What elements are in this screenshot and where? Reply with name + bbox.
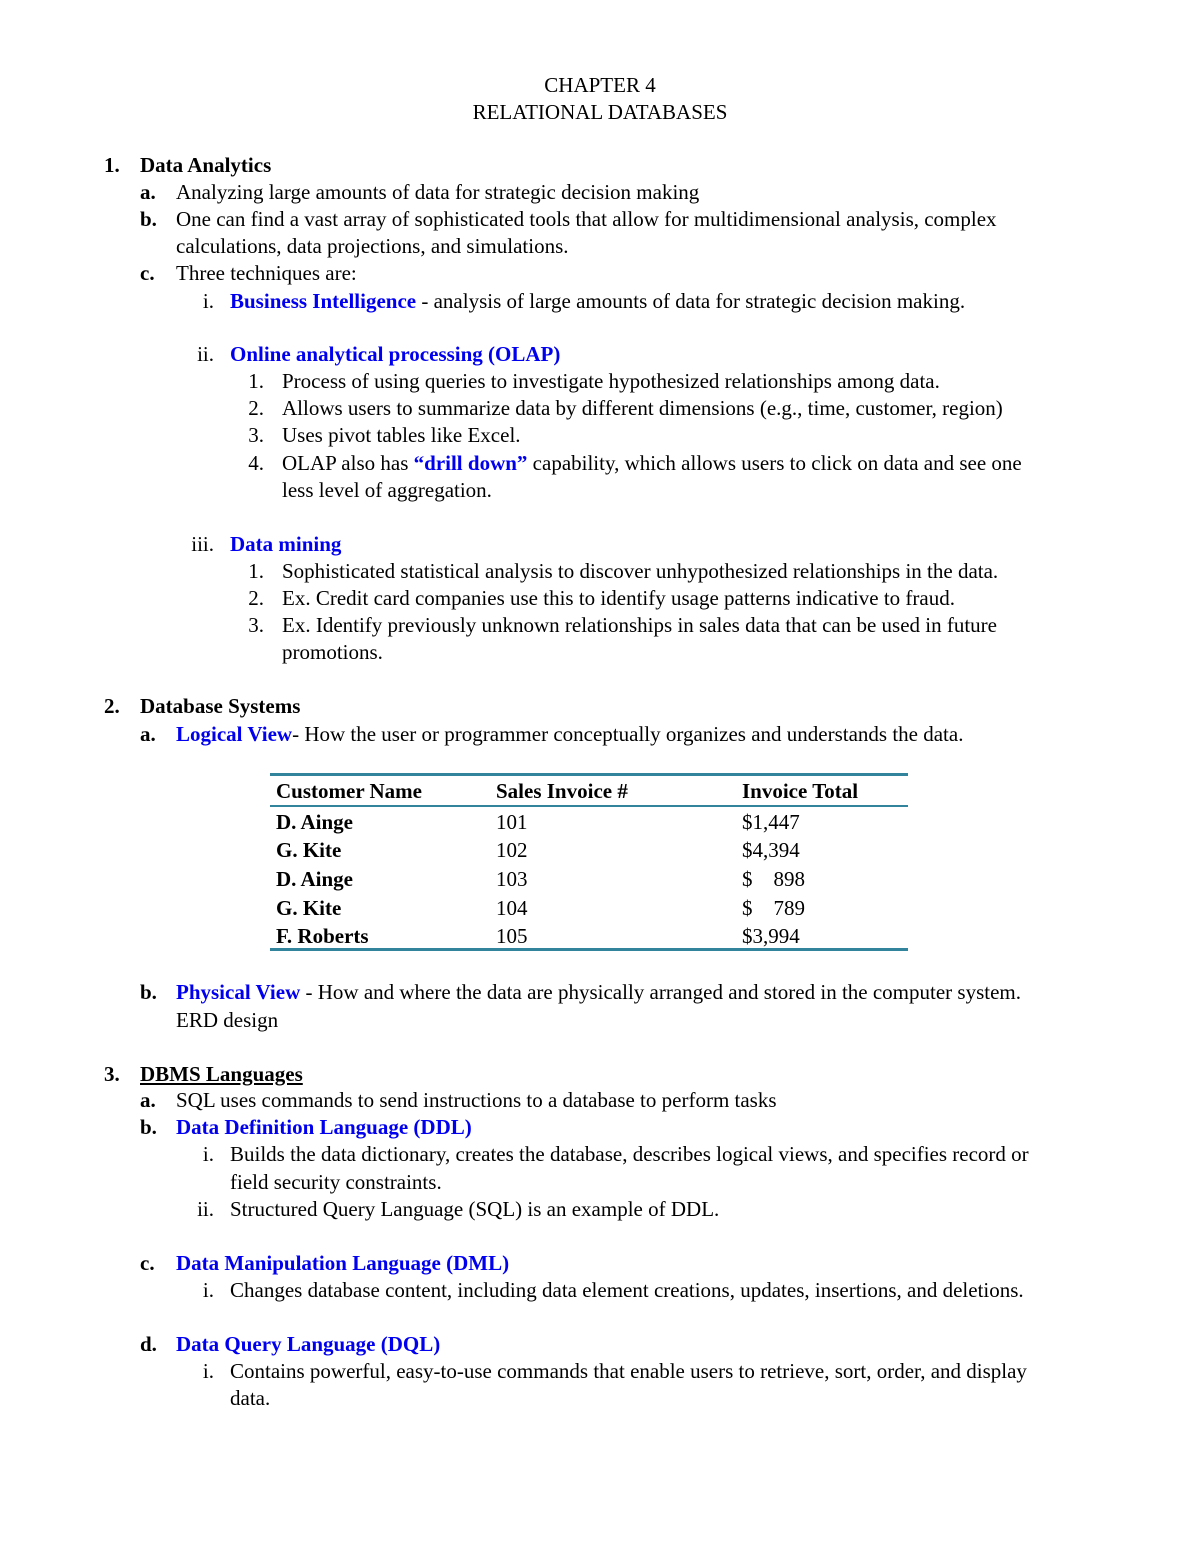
chapter-title: RELATIONAL DATABASES	[472, 100, 728, 124]
list-marker: 1.	[248, 369, 264, 393]
term-business-intelligence: Business Intelligence	[230, 289, 417, 313]
section-1-title: Data Analytics	[140, 153, 272, 177]
list-item-text: Analyzing large amounts of data for strategic decision making	[176, 180, 700, 204]
term-drill-down: “drill down”	[413, 451, 528, 475]
section-3-number: 3.	[104, 1062, 120, 1086]
list-item-text: Allows users to summarize data by different dimensions (e.g., time, customer, region)	[282, 396, 1003, 420]
list-marker: i.	[202, 1278, 214, 1302]
list-marker: c.	[140, 261, 155, 285]
list-item-text: SQL uses commands to send instructions to a database to perform tasks	[176, 1088, 777, 1112]
list-item-text: OLAP also has “drill down” capability, which allows users to click on data and see one	[282, 451, 1022, 475]
list-marker: 2.	[248, 396, 264, 420]
list-marker: c.	[140, 1251, 155, 1275]
list-item-text: Ex. Identify previously unknown relationships in sales data that can be used in future	[282, 613, 997, 637]
section-2-title: Database Systems	[140, 694, 301, 718]
document-page: CHAPTER 4 RELATIONAL DATABASES 1. Data Analytics a. Analyzing large amounts of data for strategic decision making b. One can find a vast array of sophisticated tools that allow for multidimensional analysis, complex calculations, data projections, and simulations. c. Three techniques are: i. Business Intelligence - analysis of large amounts of data for strategic decision making. ii. Online analytical processing (OLAP) 1. Process of using queries to investigate hypothesized relationships among data. 2. Allows users to summarize data by different dimensions (e.g., time, customer, region) 3. Uses pivot tables like Excel. 4. OLAP also has “drill down” capability, which allows users to click on data and see one less level of aggregation. iii. Data mining 1. Sophisticated statistical analysis to discover unhypothesized relationships in the data. 2. Ex. Credit card companies use this to identify usage patterns indicative to fraud. 3. Ex. Identify previously unknown relationships in sales data that can be used in future promotions. 2. Database Systems a. Logical View- How the user or programmer conceptually organizes and understands the data. Customer Name Sales Invoice # Invoice Total D. Ainge 101 $1,447 G. Kite 102 $4,394 D. Ainge 103 $ 898 G. Kite 104 $ 789 F. Roberts 105 $3,994 b. Physical View - How and where the data are physically arranged and stored in the computer system. ERD design 3. DBMS Languages a. SQL uses commands to send instructions to a database to perform tasks b. Data Definition Language (DDL) i. Builds the data dictionary, creates the database, describes logical views, and specifies record or field security constraints. ii. Structured Query Language (SQL) is an example of DDL. c. Data Manipulation Language (DML) i. Changes database content, including data element creations, updates, insertions, and deletions. d. Data Query Language (DQL) i. Contains powerful, easy-to-use commands that enable users to retrieve, sort, order, and display data.	[0, 0, 1200, 1553]
list-item-text: Business Intelligence - analysis of large amounts of data for strategic decision making.	[230, 289, 966, 313]
list-marker: iii.	[191, 532, 214, 556]
term-dql: Data Query Language (DQL)	[176, 1332, 441, 1356]
term-ddl: Data Definition Language (DDL)	[176, 1115, 472, 1139]
list-item-text: Sophisticated statistical analysis to discover unhypothesized relationships in the data.	[282, 559, 999, 583]
list-marker: a.	[140, 722, 156, 746]
table-header-invoice-number: Sales Invoice #	[496, 779, 628, 803]
list-item-text: Ex. Credit card companies use this to identify usage patterns indicative to fraud.	[282, 586, 955, 610]
table-header-rule	[270, 805, 908, 807]
list-item-text: Process of using queries to investigate hypothesized relationships among data.	[282, 369, 940, 393]
list-marker: 3.	[248, 423, 264, 447]
list-item-text: Logical View- How the user or programmer conceptually organizes and understands the data.	[176, 722, 964, 746]
list-item-text: Physical View - How and where the data are physically arranged and stored in the computer system.	[176, 980, 1021, 1004]
list-item-text: Builds the data dictionary, creates the database, describes logical views, and specifies record or	[230, 1142, 1029, 1166]
list-marker: d.	[140, 1332, 157, 1356]
list-item-text: calculations, data projections, and simulations.	[176, 234, 569, 258]
list-item-text: Three techniques are:	[176, 261, 357, 285]
list-item-text: Uses pivot tables like Excel.	[282, 423, 521, 447]
list-item-text: One can find a vast array of sophisticated tools that allow for multidimensional analysis, complex	[176, 207, 997, 231]
list-marker: a.	[140, 180, 156, 204]
list-marker: 3.	[248, 613, 264, 637]
list-item-text: ERD design	[176, 1008, 279, 1032]
section-1-number: 1.	[104, 153, 120, 177]
list-marker: i.	[202, 1142, 214, 1166]
list-marker: ii.	[197, 342, 214, 366]
term-olap: Online analytical processing (OLAP)	[230, 342, 561, 366]
list-marker: ii.	[197, 1197, 214, 1221]
term-physical-view: Physical View	[176, 980, 301, 1004]
list-item-text: promotions.	[282, 640, 383, 664]
list-item-text: data.	[230, 1386, 271, 1410]
list-marker: 2.	[248, 586, 264, 610]
list-item-text: Structured Query Language (SQL) is an example of DDL.	[230, 1197, 720, 1221]
term-data-mining: Data mining	[230, 532, 342, 556]
list-marker: b.	[140, 980, 157, 1004]
table-top-rule	[270, 773, 908, 776]
list-item-text: field security constraints.	[230, 1170, 442, 1194]
list-marker: b.	[140, 207, 157, 231]
term-logical-view: Logical View	[176, 722, 293, 746]
table-bottom-rule	[270, 948, 908, 951]
list-marker: i.	[202, 1359, 214, 1383]
list-marker: 1.	[248, 559, 264, 583]
table-header-customer: Customer Name	[276, 779, 422, 803]
list-item-text: Changes database content, including data element creations, updates, insertions, and deletions.	[230, 1278, 1024, 1302]
list-marker: a.	[140, 1088, 156, 1112]
list-item-text: Contains powerful, easy-to-use commands that enable users to retrieve, sort, order, and display	[230, 1359, 1027, 1383]
list-marker: b.	[140, 1115, 157, 1139]
list-item-text: less level of aggregation.	[282, 478, 492, 502]
section-2-number: 2.	[104, 694, 120, 718]
chapter-label: CHAPTER 4	[544, 73, 656, 97]
table-header-invoice-total: Invoice Total	[742, 779, 859, 803]
list-marker: i.	[202, 289, 214, 313]
section-3-title: DBMS Languages	[140, 1062, 303, 1086]
list-marker: 4.	[248, 451, 264, 475]
term-dml: Data Manipulation Language (DML)	[176, 1251, 510, 1275]
